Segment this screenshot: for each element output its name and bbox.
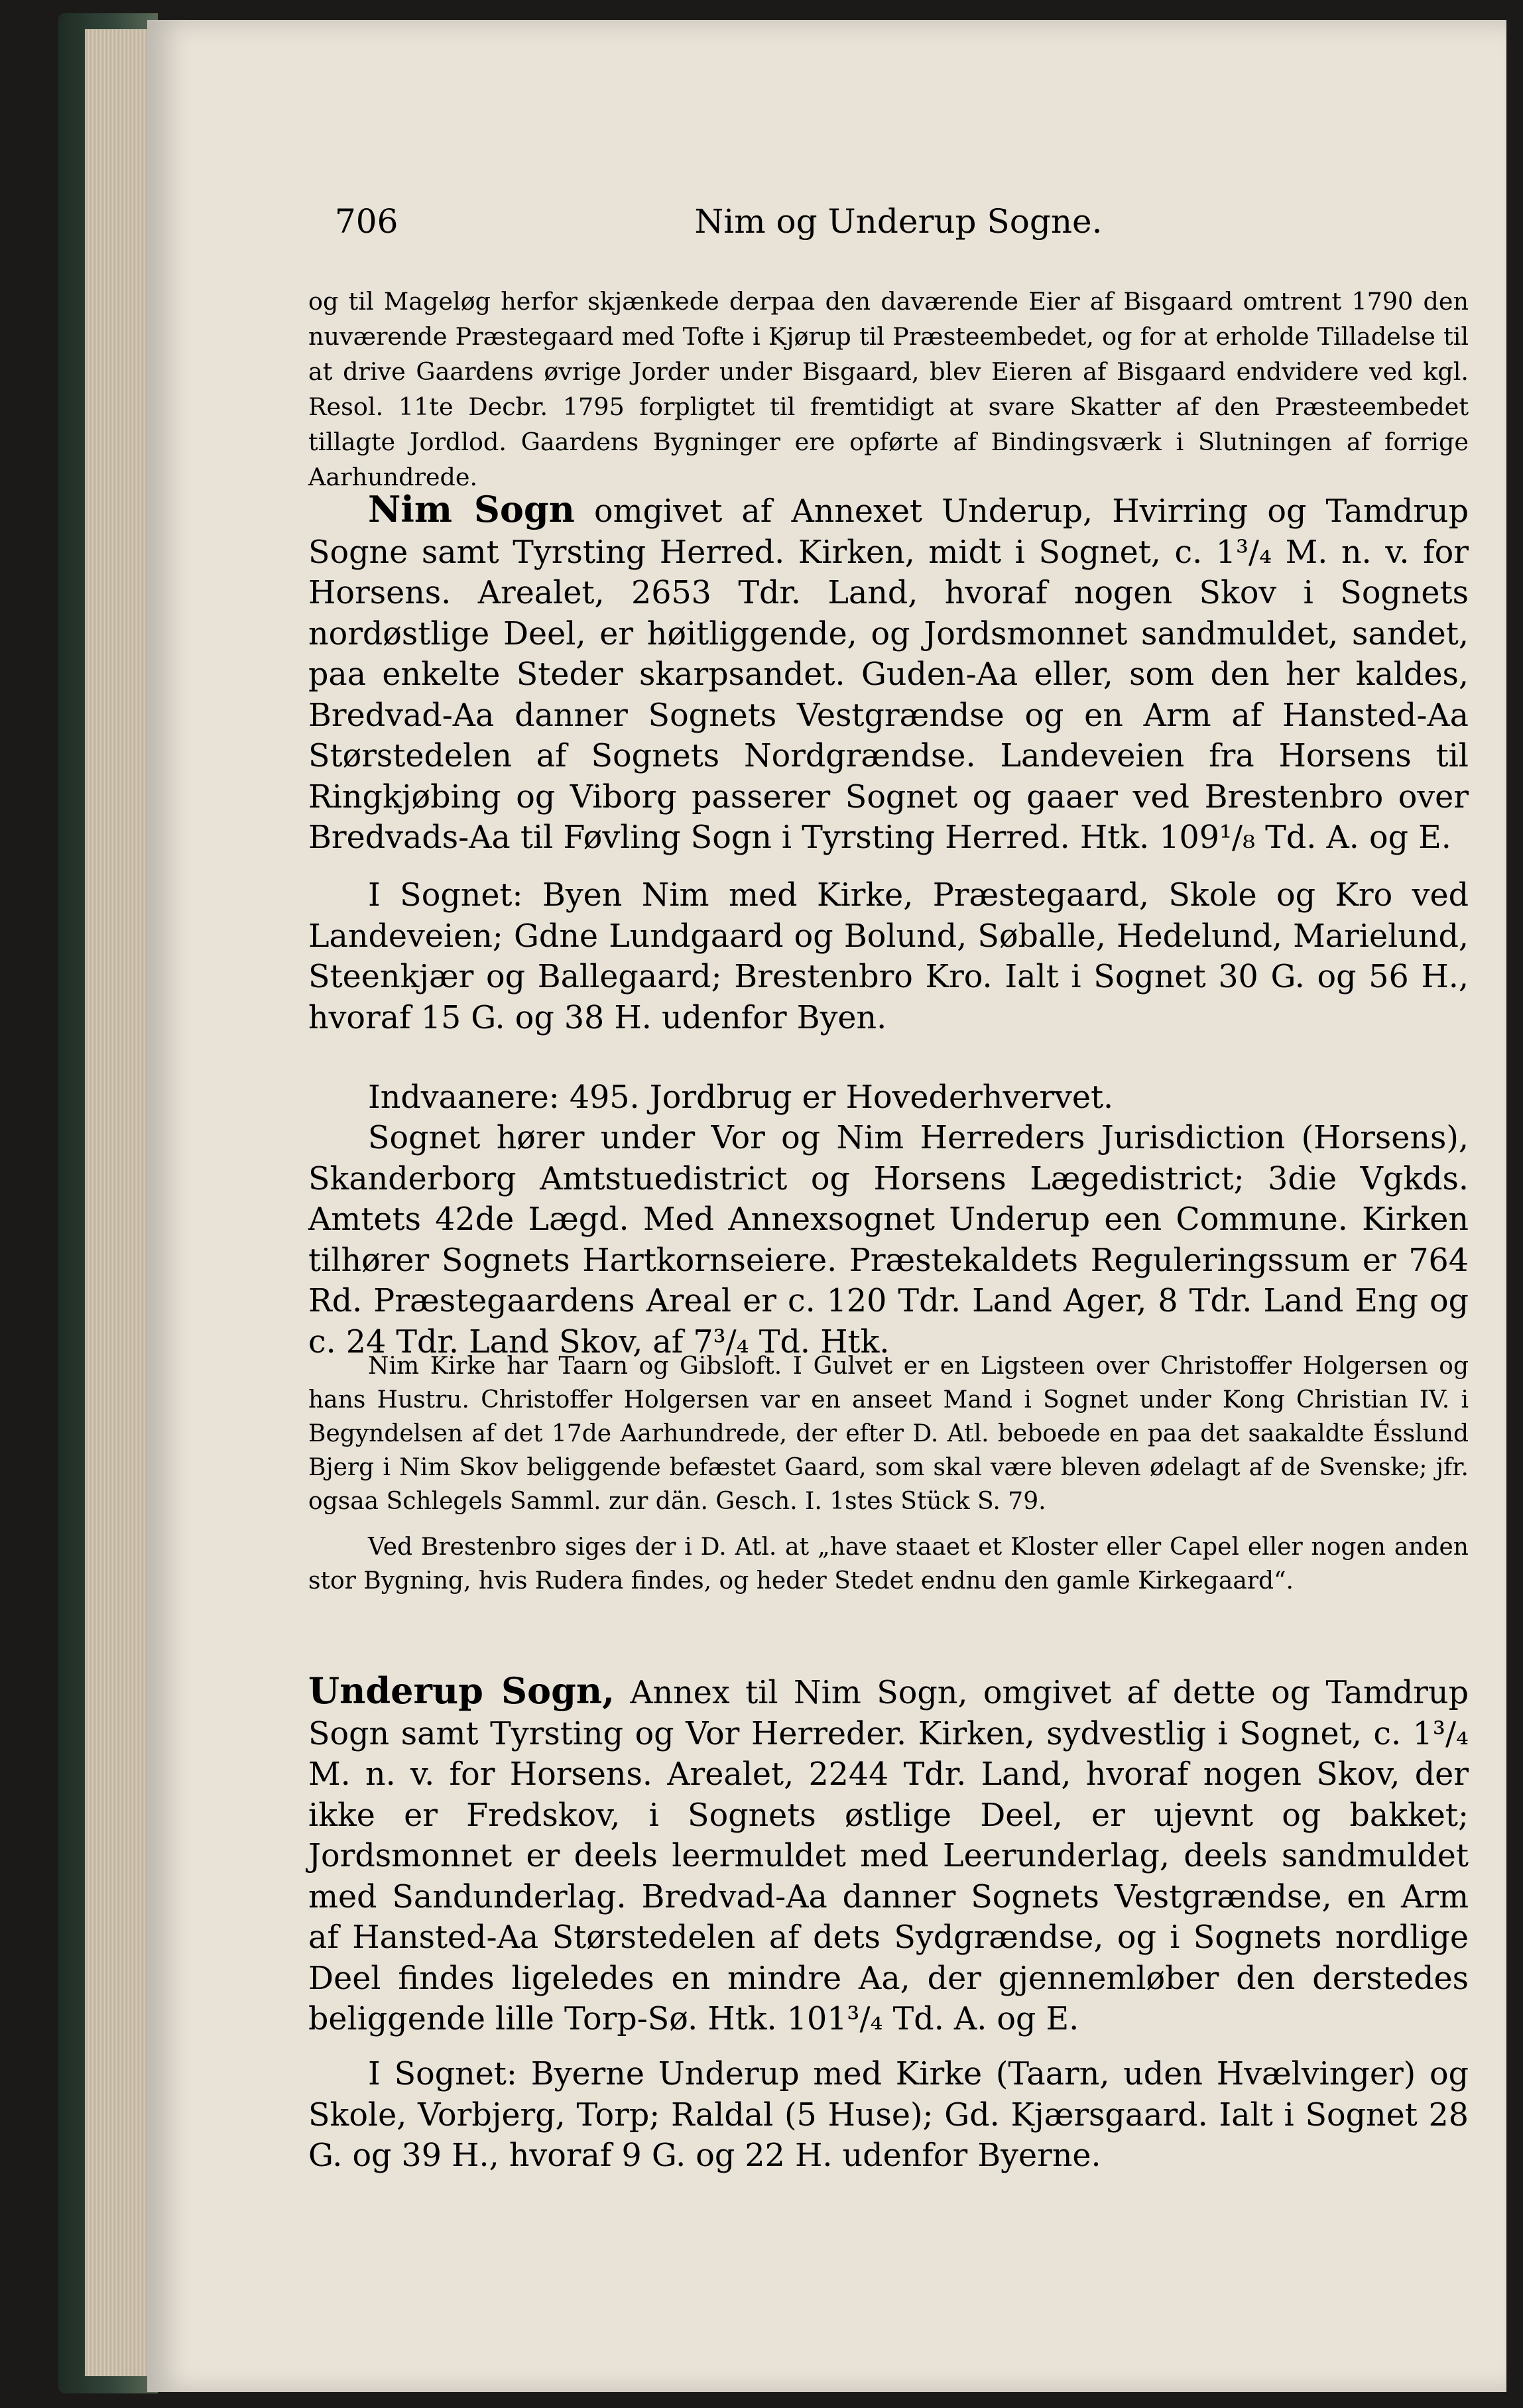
footnote-nim-kirke: Nim Kirke har Taarn og Gibsloft. I Gulvet er en Ligsteen over Christoffer Holgersen og hans Hustru. Christoffer Holgersen var en anseet Mand i Sognet under Kong Christian IV. i Begyndelsen af det 17de Aarhundrede, der efter D. Atl. beboede en paa det saakaldte Ésslund Bjerg i Nim Skov beliggende befæstet Gaard, som skal være bleven ødelagt af de Svenske; jfr. ogsaa Schlegels Samml. zur dän. Gesch. I. 1stes Stück S. 79. — [308, 1353, 1469, 1515]
underup-sogn-paragraph — [308, 1671, 1469, 2040]
page-title: Nim og Underup Sogne. — [694, 202, 1103, 241]
nim-byer-paragraph: I Sognet: Byen Nim med Kirke, Præstegaard, Skole og Kro ved Landeveien; Gdne Lundgaard og Bolund, Søballe, Hedelund, Marielund, Steenkjær og Ballegaard; Brestenbro Kro. Ialt i Sognet 30 G. og 56 H., hvoraf 15 G. og 38 H. udenfor Byen. — [308, 877, 1469, 1036]
underup-byer-paragraph: I Sognet: Byerne Underup med Kirke (Taarn, uden Hvælvinger) og Skole, Vorbjerg, Torp; Raldal (5 Huse); Gd. Kjærsgaard. Ialt i Sognet 28 G. og 39 H., hvoraf 9 G. og 22 H. udenfor Byerne. — [308, 2056, 1469, 2174]
nim-sogn-text: omgivet af Annexet Underup, Hvirring og Tamdrup Sogne samt Tyrsting Herred. Kirken, midt i Sognet, c. 1³/₄ M. n. v. for Horsens. Arealet, 2653 Tdr. Land, hvoraf nogen Skov i Sognets nordøstlige Deel, er høitliggende, og Jordsmonnet sandmuldet, sandet, paa enkelte Steder skarpsandet. Guden-Aa eller, som den her kaldes, Bredvad-Aa danner Sognets Vestgrændse og en Arm af Hansted-Aa Størstedelen af Sognets Nordgrændse. Landeveien fra Horsens til Ringkjøbing og Viborg passerer Sognet og gaaer ved Brestenbro over Bredvads-Aa til Føvling Sogn i Tyrsting Herred. Htk. 109¹/₈ Td. A. og E. — [308, 493, 1469, 856]
running-head — [335, 202, 1462, 255]
nim-sogn-paragraph — [308, 489, 1469, 859]
underup-sogn-heading: Underup Sogn, — [308, 1669, 615, 1712]
intro-paragraph: og til Mageløg herfor skjænkede derpaa den daværende Eier af Bisgaard omtrent 1790 den nuværende Præstegaard med Tofte i Kjørup til Præsteembedet, og for at erholde Tilladelse til at drive Gaardens øvrige Jorder under Bisgaard, blev Eieren af Bisgaard endvidere ved kgl. Resol. 11te Decbr. 1795 forpligtet til fremtidigt at svare Skatter af den Præsteembedet tillagte Jordlod. Gaardens Bygninger ere opførte af Bindingsværk i Slutningen af forrige Aarhundrede. — [308, 287, 1469, 491]
underup-sogn-text: Annex til Nim Sogn, omgivet af dette og Tamdrup Sogn samt Tyrsting og Vor Herreder. Kirken, sydvestlig i Sognet, c. 1³/₄ M. n. v. for Horsens. Arealet, 2244 Tdr. Land, hvoraf nogen Skov, der ikke er Fredskov, i Sognets østlige Deel, er ujevnt og bakket; Jordsmonnet er deels leermuldet med Leerunderlag, deels sandmuldet med Sandunderlag. Bredvad-Aa danner Sognets Vestgrændse, en Arm af Hansted-Aa Størstedelen af dets Sydgrændse, og i Sognets nordlige Deel findes ligeledes en mindre Aa, der gjennemløber den derstedes beliggende lille Torp-Sø. Htk. 101³/₄ Td. A. og E. — [308, 1675, 1469, 2037]
footnote-brestenbro: Ved Brestenbro siges der i D. Atl. at „have staaet et Kloster eller Capel eller nogen anden stor Bygning, hvis Rudera findes, og heder Stedet endnu den gamle Kirkegaard“. — [308, 1534, 1469, 1595]
page-number: 706 — [335, 202, 398, 241]
nim-sogn-heading: Nim Sogn — [368, 488, 575, 530]
nim-jurisdiction-paragraph: Sognet hører under Vor og Nim Herreders Jurisdiction (Horsens), Skanderborg Amtstuedistrict og Horsens Lægedistrict; 3die Vgkds. Amtets 42de Lægd. Med Annexsognet Underup een Commune. Kirken tilhører Sognets Hartkornseiere. Præstekaldets Reguleringssum er 764 Rd. Præstegaardens Areal er c. 120 Tdr. Land Ager, 8 Tdr. Land Eng og c. 24 Tdr. Land Skov, af 7³/₄ Td. Htk. — [308, 1120, 1469, 1360]
nim-indbyggere-paragraph: Indvaanere: 495. Jordbrug er Hovederhvervet. — [368, 1079, 1114, 1116]
